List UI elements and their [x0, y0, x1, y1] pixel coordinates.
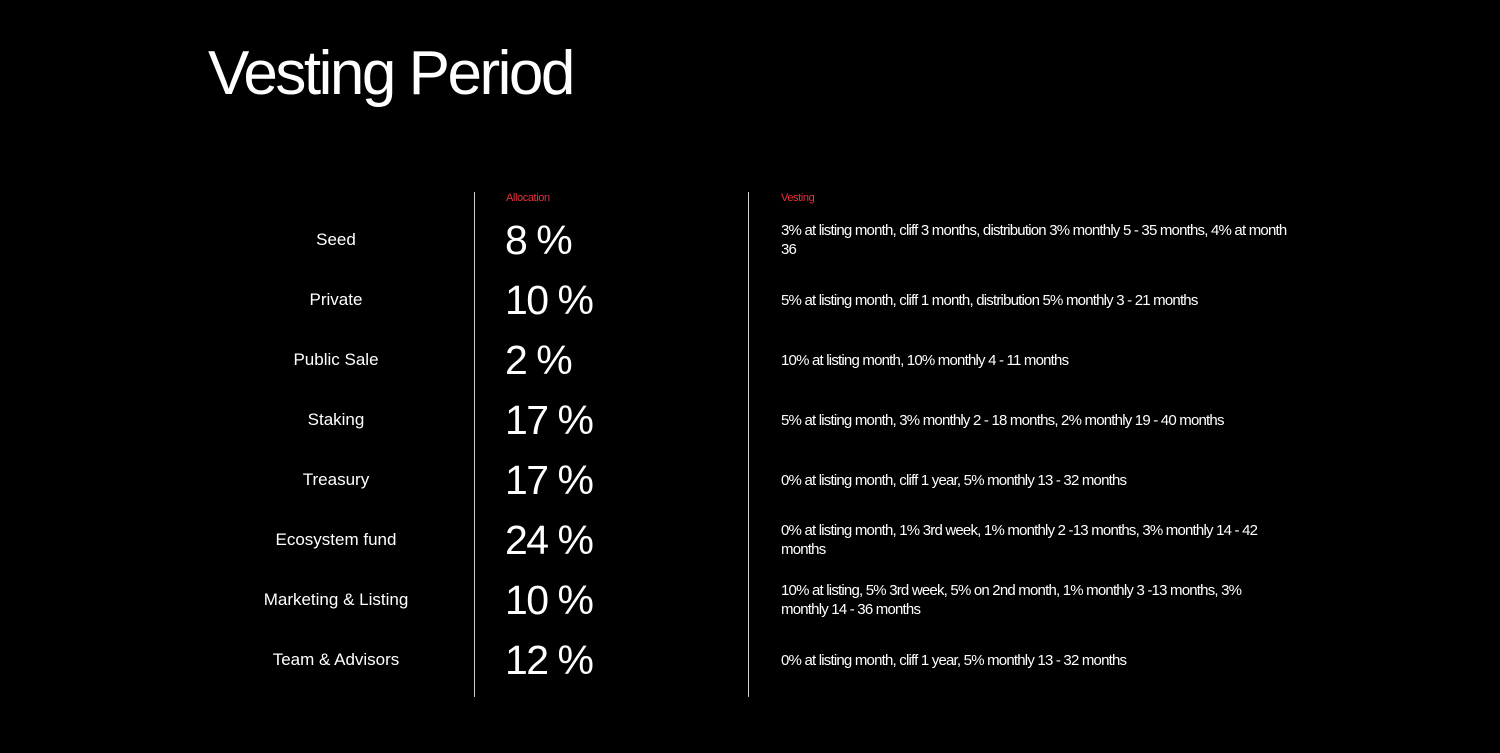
allocation-column-header: Allocation — [506, 192, 550, 204]
vesting-schedule: 0% at listing month, cliff 1 year, 5% monthly 13 - 32 months — [781, 471, 1127, 489]
allocation-value: 17 % — [505, 457, 593, 503]
vesting-schedule: 10% at listing, 5% 3rd week, 5% on 2nd month, 1% monthly 3 -13 months, 3% monthly 14 - 36 months — [781, 582, 1242, 618]
allocation-value: 2 % — [505, 337, 572, 383]
category-name: Staking — [307, 410, 365, 429]
vesting-table — [0, 210, 1500, 690]
table-row — [0, 570, 1500, 630]
allocation-value: 12 % — [505, 637, 593, 683]
table-row — [0, 510, 1500, 570]
allocation-value: 17 % — [505, 397, 593, 443]
vesting-schedule: 10% at listing month, 10% monthly 4 - 11 months — [781, 351, 1069, 369]
vesting-schedule: 5% at listing month, 3% monthly 2 - 18 months, 2% monthly 19 - 40 months — [781, 411, 1224, 429]
vesting-schedule: 0% at listing month, 1% 3rd week, 1% monthly 2 -13 months, 3% monthly 14 - 42 months — [781, 522, 1258, 558]
category-name: Marketing & Listing — [263, 590, 409, 609]
vesting-column-header: Vesting — [781, 192, 815, 204]
category-name: Team & Advisors — [272, 650, 400, 669]
page-title: Vesting Period — [208, 39, 573, 108]
category-name: Private — [309, 290, 363, 309]
allocation-value: 24 % — [505, 517, 593, 563]
table-row — [0, 270, 1500, 330]
vesting-schedule: 0% at listing month, cliff 1 year, 5% monthly 13 - 32 months — [781, 651, 1127, 669]
table-row — [0, 450, 1500, 510]
category-name: Public Sale — [293, 350, 379, 369]
category-name: Ecosystem fund — [275, 530, 397, 549]
allocation-value: 10 % — [505, 277, 593, 323]
table-row — [0, 630, 1500, 690]
table-row — [0, 330, 1500, 390]
table-row — [0, 390, 1500, 450]
category-name: Treasury — [302, 470, 370, 489]
vesting-schedule: 5% at listing month, cliff 1 month, distribution 5% monthly 3 - 21 months — [781, 291, 1198, 309]
allocation-value: 8 % — [505, 217, 572, 263]
allocation-value: 10 % — [505, 577, 593, 623]
table-row — [0, 210, 1500, 270]
vesting-schedule: 3% at listing month, cliff 3 months, distribution 3% monthly 5 - 35 months, 4% at month 36 — [781, 222, 1287, 258]
category-name: Seed — [316, 230, 356, 249]
